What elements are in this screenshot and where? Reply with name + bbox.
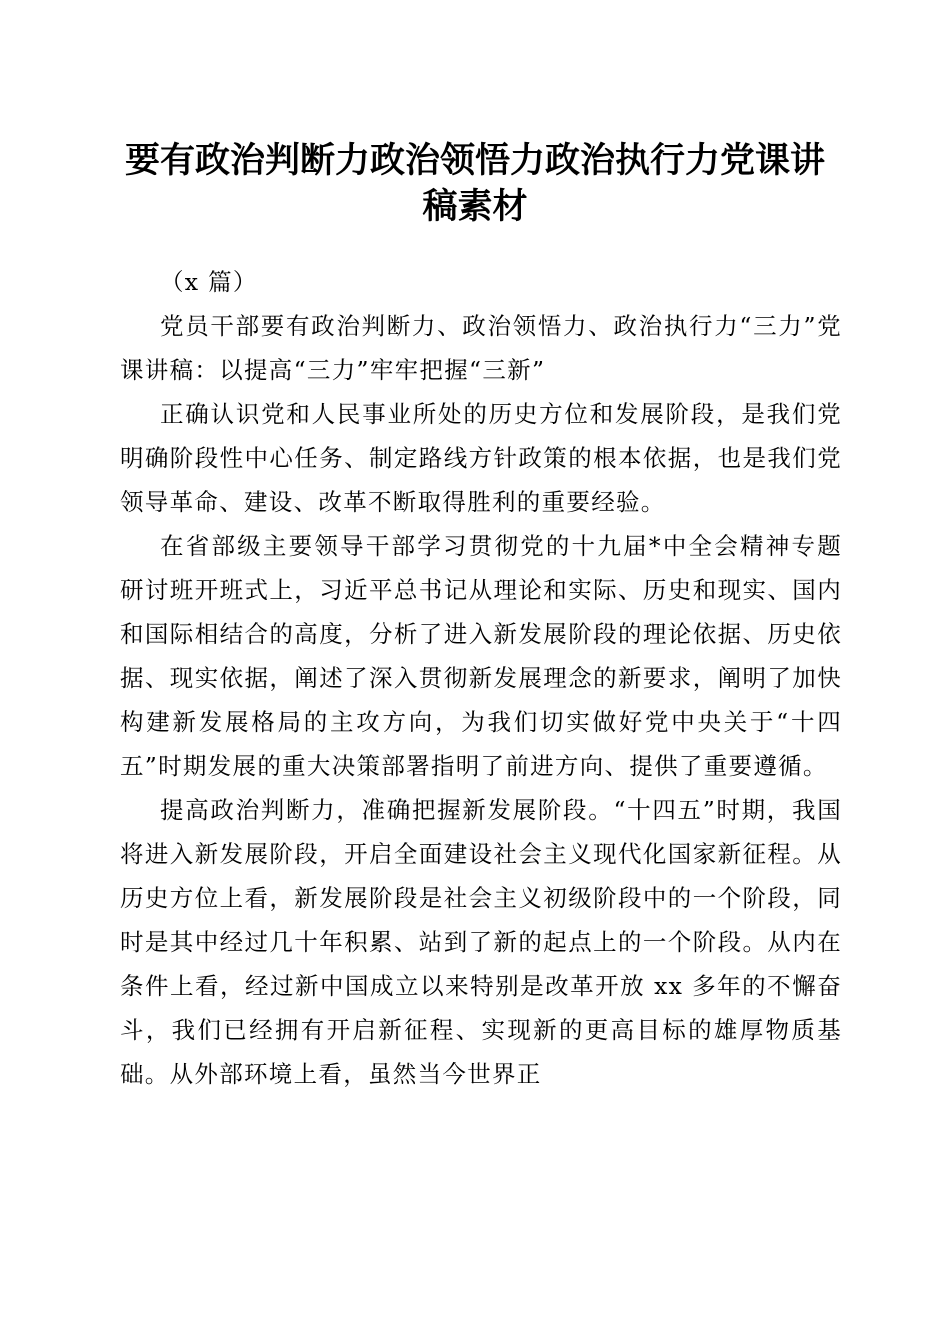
document-title: 要有政治判断力政治领悟力政治执行力党课讲稿素材 — [124, 140, 825, 227]
paragraph-4: 提高政治判断力，准确把握新发展阶段。“十四五”时期，我国将进入新发展阶段，开启全面建设社会主义现代化国家新征程。从历史方位上看，新发展阶段是社会主义初级阶段中的一个阶段，同时是其中经过几十年积累、站到了新的起点上的一个阶段。从内在条件上看，经过新中国成立以来特别是改革开放 xx 多年的不懈奋斗，我们已经拥有开启新征程、实现新的更高目标的雄厚物质基础。从外部环境上看，虽然当今世界正 — [120, 796, 842, 1088]
document-subtitle: （x 篇） — [160, 268, 258, 296]
paragraph-2: 正确认识党和人民事业所处的历史方位和发展阶段，是我们党明确阶段性中心任务、制定路线方针政策的根本依据，也是我们党领导革命、建设、改革不断取得胜利的重要经验。 — [120, 400, 842, 516]
document-body — [120, 260, 842, 1096]
paragraph-3: 在省部级主要领导干部学习贯彻党的十九届*中全会精神专题研讨班开班式上，习近平总书记从理论和实际、历史和现实、国内和国际相结合的高度，分析了进入新发展阶段的理论依据、历史依据、现实依据，阐述了深入贯彻新发展理念的新要求，阐明了加快构建新发展格局的主攻方向，为我们切实做好党中央关于“十四五”时期发展的重大决策部署指明了前进方向、提供了重要遵循。 — [120, 532, 842, 780]
paragraph-1: 党员干部要有政治判断力、政治领悟力、政治执行力“三力”党课讲稿：以提高“三力”牢牢把握“三新” — [120, 312, 842, 384]
